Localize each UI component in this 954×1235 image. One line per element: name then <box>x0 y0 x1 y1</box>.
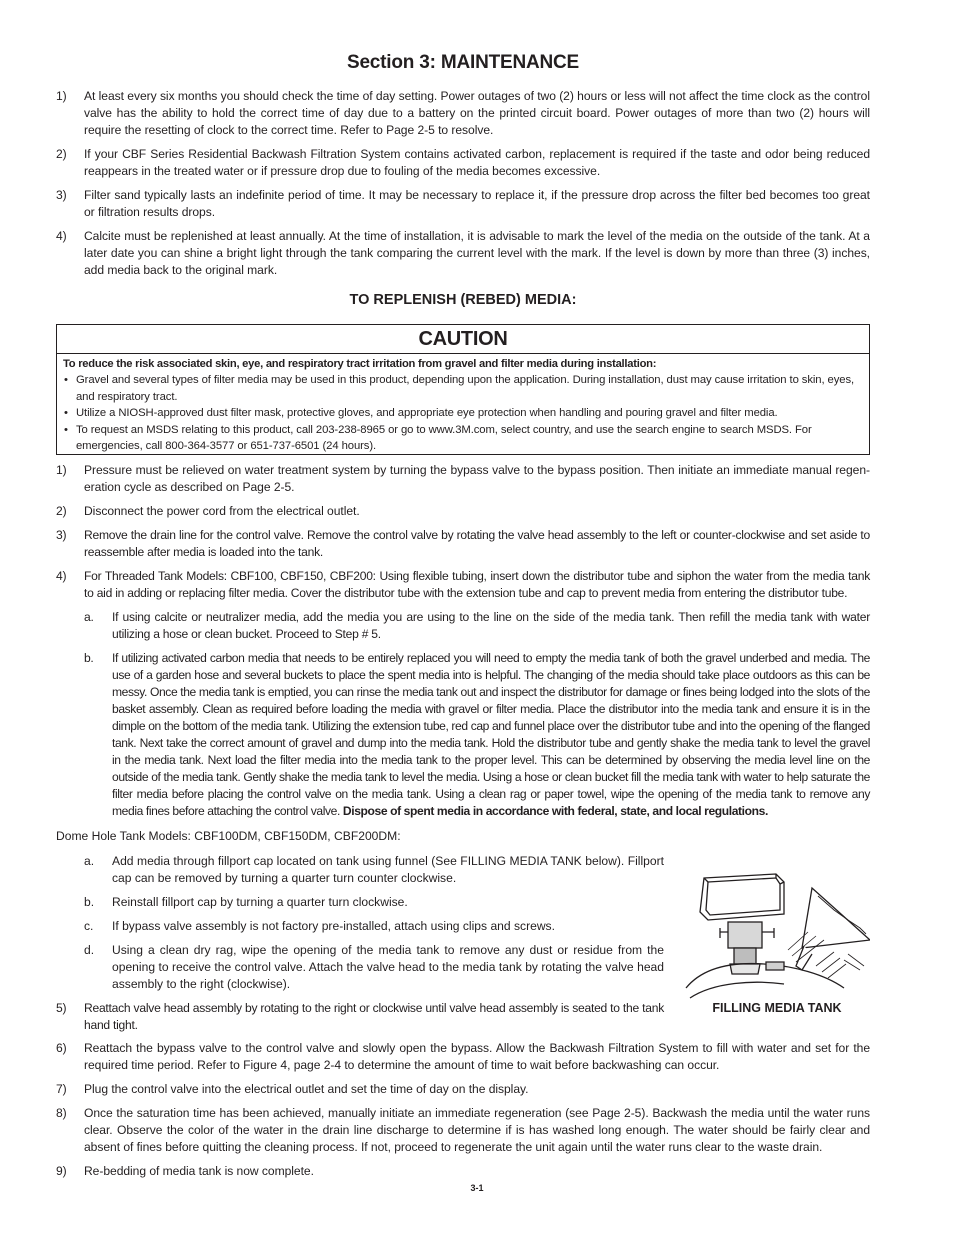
caution-bullet-text: To request an MSDS relating to this product, call 203-238-8965 or go to www.3M.com, select country, and use the search engine to search MSDS. For emergencies, call 800-364-3577 or 651-737-6501 (24 hours). <box>76 423 812 452</box>
caution-bullet-text: Utilize a NIOSH-approved dust filter mask, protective gloves, and appropriate eye protection when handling and pouring gravel and filter media. <box>76 407 778 419</box>
step-text: Reattach valve head assembly by rotating to the right or clockwise until valve head assembly is seated to the tank hand tight. <box>84 1001 664 1032</box>
item-number: 2) <box>56 147 67 161</box>
caution-bullet <box>57 422 869 455</box>
substep-text: If utilizing activated carbon media that needs to be entirely replaced you will need to empty the media tank of both the gravel underbed and media. The use of a garden hose and several buckets to place the spent media into is helpful. The changing of the media should take place outdoors as this can be messy. Once the media tank is emptied, you can rinse the media tank out and inspect the distributor for damage or fines being lodged into the slots of the basket assembly. Clean as required before loading the media with gravel or filter media. Place the distributor into the media tank and ensure it is in the dimple on the bottom of the media tank. Utilizing the extension tube, red cap and funnel place over the distributor tube and into the opening of the flanged tank. Next take the correct amount of gravel and dump into the media tank. Hold the distributor tube and gently shake the media tank to level the gravel in the media tank. Next load the filter media into the media tank to the proper level. This can be determined by observing the media level line on the outside of the media tank. Gently shake the media tank to level the media. Using a hose or clean bucket fill the media tank with water to help saturate the filter media before placing the control valve on the media tank. Using a clean rag or paper towel, wipe the opening of the media tank to remove any media fines before attaching the control valve. <box>112 651 870 818</box>
step-text: Plug the control valve into the electrical outlet and set the time of day on the display. <box>84 1082 529 1096</box>
substep-letter: b. <box>84 895 95 909</box>
step-item <box>56 1081 870 1098</box>
step-number: 1) <box>56 463 67 477</box>
caution-bullet <box>57 405 869 422</box>
substep-text: Add media through fillport cap located on tank using funnel (See FILLING MEDIA TANK below). Fillport cap can be removed by turning a quarter turn counter clockwise. <box>112 854 664 885</box>
list-item <box>56 88 870 139</box>
item-number: 1) <box>56 89 67 103</box>
step-number: 3) <box>56 528 67 542</box>
item-text: At least every six months you should check the time of day setting. Power outages of two (2) hours or less will not affect the time clock as the control valve has the ability to hold the correct time of day due to a battery on the printed circuit board. Power outages of more than two (2) hours will require the resetting of clock to the correct time. Refer to Page 2-5 to resolve. <box>84 89 870 137</box>
list-item <box>56 187 870 221</box>
page-title: Section 3: MAINTENANCE <box>346 52 580 73</box>
step-text: Disconnect the power cord from the electrical outlet. <box>84 504 360 518</box>
step-number: 9) <box>56 1164 67 1178</box>
item-number: 3) <box>56 188 67 202</box>
step-text: Pressure must be relieved on water treatment system by turning the bypass valve to the bypass position. Then initiate an immediate manual regen-eration cycle as described on Page 2-5. <box>84 463 870 494</box>
item-number: 4) <box>56 229 67 243</box>
step-number: 2) <box>56 504 67 518</box>
list-item <box>56 146 870 180</box>
dome-steps <box>56 853 664 1041</box>
item-text: Calcite must be replenished at least annually. At the time of installation, it is advisable to mark the level of the media on the outside of the tank. At a later date you can shine a bright light through the tank comparing the current level with the mark. If the level is down by more than three (3) inches, add media back to the original mark. <box>84 229 870 277</box>
page-number: 3-1 <box>470 1183 484 1193</box>
substep-item <box>56 942 664 993</box>
caution-lead: To reduce the risk associated skin, eye, and respiratory tract irritation from gravel and filter media during installation: <box>63 358 657 370</box>
final-steps <box>56 1040 870 1187</box>
substep-item <box>56 609 870 643</box>
step-item <box>56 527 870 561</box>
step-number: 7) <box>56 1082 67 1096</box>
list-item <box>56 228 870 279</box>
step-item <box>56 503 870 520</box>
caution-bullet-text: Gravel and several types of filter media may be used in this product, depending upon the application. During installation, dust may cause irritation to skin, eyes, and respiratory tract. <box>76 374 855 403</box>
substep-item <box>56 853 664 887</box>
substep-text: If bypass valve assembly is not factory pre-installed, attach using clips and screws. <box>112 919 555 933</box>
bullet-icon: • <box>64 407 68 419</box>
substep-item <box>56 650 870 820</box>
step-item <box>56 1163 870 1180</box>
maintenance-list <box>56 88 870 286</box>
substep-item <box>56 918 664 935</box>
dome-heading: Dome Hole Tank Models: CBF100DM, CBF150DM, CBF200DM: <box>56 829 401 843</box>
filling-media-tank-illustration <box>684 870 870 1020</box>
bullet-icon: • <box>64 374 68 386</box>
step-item <box>56 1105 870 1156</box>
item-text: If your CBF Series Residential Backwash Filtration System contains activated carbon, replacement is required if the taste and odor being reduced reappears in the treated water or if pressure drop due to fouling of the media becomes excessive. <box>84 147 870 178</box>
figure-caption: FILLING MEDIA TANK <box>712 1001 842 1015</box>
step-text: For Threaded Tank Models: CBF100, CBF150, CBF200: Using flexible tubing, insert down the distributor tube and siphon the water from the media tank to aid in adding or replacing filter media. Cover the distributor tube with the extension tube and cap to prevent media from entering the distributor tube. <box>84 569 870 600</box>
substep-letter: d. <box>84 943 95 957</box>
disposal-warning: Dispose of spent media in accordance with federal, state, and local regulations. <box>342 804 768 818</box>
substep-item <box>56 894 664 911</box>
step-number: 4) <box>56 569 67 583</box>
step-text: Once the saturation time has been achieved, manually initiate an immediate regeneration (see Page 2-5). Backwash the media until the water runs clear. Observe the color of the water in the drain line discharge to determine if is has washed long enough. The water should be fairly clear and absent of fines before quitting the cleaning process. If not, proceed to regenerate the unit again until the water runs clear to the waste drain. <box>84 1106 870 1154</box>
step-item <box>56 462 870 496</box>
step-item <box>56 568 870 602</box>
item-text: Filter sand typically lasts an indefinite period of time. It may be necessary to replace it, if the pressure drop across the filter bed becomes too great or filtration results drops. <box>84 188 870 219</box>
substep-letter: b. <box>84 651 94 665</box>
substep-text: Reinstall fillport cap by turning a quarter turn clockwise. <box>112 895 408 909</box>
step-text: Reattach the bypass valve to the control valve and slowly open the bypass. Allow the Backwash Filtration System to fill with water and set for the required time period. Refer to Figure 4, page 2-4 to determine the amount of time to wait before backwashing can occur. <box>84 1041 870 1072</box>
step-item <box>56 1000 664 1034</box>
step-number: 8) <box>56 1106 67 1120</box>
substep-letter: a. <box>84 854 95 868</box>
caution-bullet <box>57 372 869 405</box>
step-number: 5) <box>56 1001 67 1015</box>
bullet-icon: • <box>64 423 68 436</box>
caution-box <box>56 324 870 455</box>
substep-letter: a. <box>84 610 94 624</box>
step-number: 6) <box>56 1041 67 1055</box>
step-text: Remove the drain line for the control valve. Remove the control valve by rotating the valve head assembly to the left or counter-clockwise and set aside to reassemble after media is loaded into the tank. <box>84 528 870 559</box>
substep-text: If using calcite or neutralizer media, add the media you are using to the line on the side of the media tank. Then refill the media tank with water utilizing a hose or clean bucket. Proceed to Step # 5. <box>112 610 870 641</box>
step-item <box>56 1040 870 1074</box>
rebed-steps <box>56 462 870 827</box>
replenish-heading: TO REPLENISH (REBED) MEDIA: <box>349 292 577 308</box>
substep-text: Using a clean dry rag, wipe the opening of the media tank to remove any dust or residue from the opening to receive the control valve. Attach the valve head to the media tank by rotating the valve head assembly to the right (clockwise). <box>112 943 664 991</box>
step-text: Re-bedding of media tank is now complete. <box>84 1164 314 1178</box>
substep-letter: c. <box>84 919 94 933</box>
caution-title: CAUTION <box>57 325 869 354</box>
